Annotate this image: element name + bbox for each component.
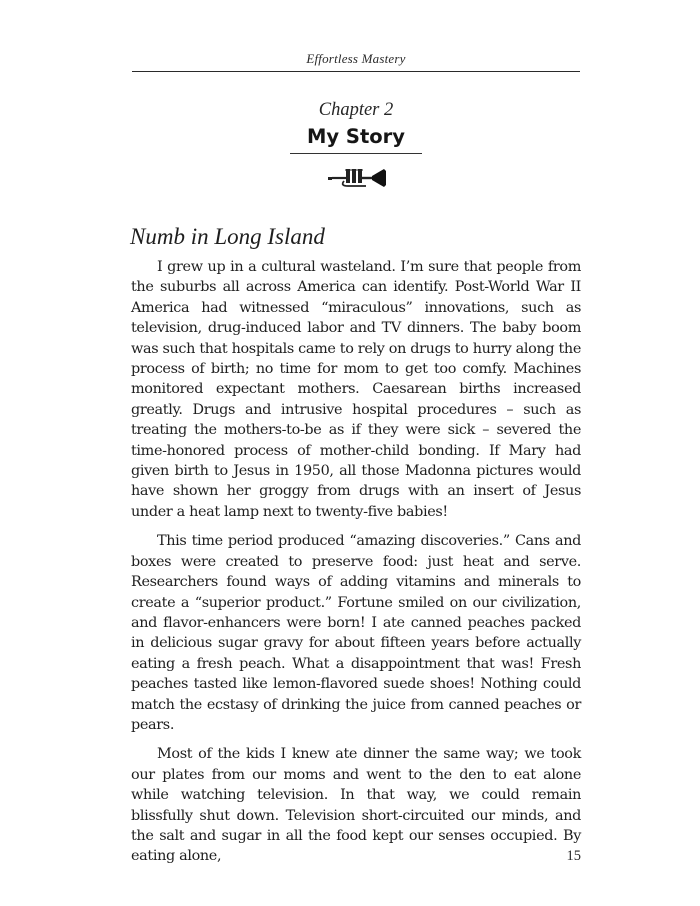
- chapter-label: Chapter 2: [318, 100, 394, 120]
- body-text: [131, 257, 581, 876]
- paragraph-3: Most of the kids I knew ate dinner the same way; we took our plates from our moms and went to the den to eat alone while watching television. In that way, we could remain blissfully shut down. Television short-circuited our minds, and the salt and sugar in all the food kept our senses occupied. By eating alone,: [131, 746, 581, 865]
- section-heading: Numb in Long Island: [130, 224, 325, 249]
- page-number: 15: [566, 848, 581, 864]
- trumpet-icon: [326, 167, 388, 189]
- chapter-title: My Story: [307, 125, 405, 148]
- running-head: Effortless Mastery: [306, 51, 406, 66]
- title-underline: [290, 153, 422, 154]
- header-rule: [132, 71, 580, 72]
- paragraph-1: I grew up in a cultural wasteland. I’m sure that people from the suburbs all across America can identify. Post-World War II America had witnessed “miraculous” innovations, such as television, drug-induced labor and TV dinners. The baby boom was such that hospitals came to rely on drugs to hurry along the process of birth; no time for mom to get too comfy. Machines monitored expectant mothers. Caesarean births increased greatly. Drugs and intrusive hospital procedures – such as treating the mothers-to-be as if they were sick – severed the time-honored process of mother-child bonding. If Mary had given birth to Jesus in 1950, all those Madonna pictures would have shown her groggy from drugs with an insert of Jesus under a heat lamp next to twenty-five babies!: [131, 259, 581, 520]
- paragraph-2: This time period produced “amazing discoveries.” Cans and boxes were created to preserve food: just heat and serve. Researchers found ways of adding vitamins and minerals to create a “superior product.” Fortune smiled on our civilization, and flavor-enhancers were born! I ate canned peaches packed in delicious sugar gravy for about fifteen years before actually eating a fresh peach. What a disappointment that was! Fresh peaches tasted like lemon-flavored suede shoes! Nothing could match the ecstasy of drinking the juice from canned peaches or pears.: [131, 533, 581, 733]
